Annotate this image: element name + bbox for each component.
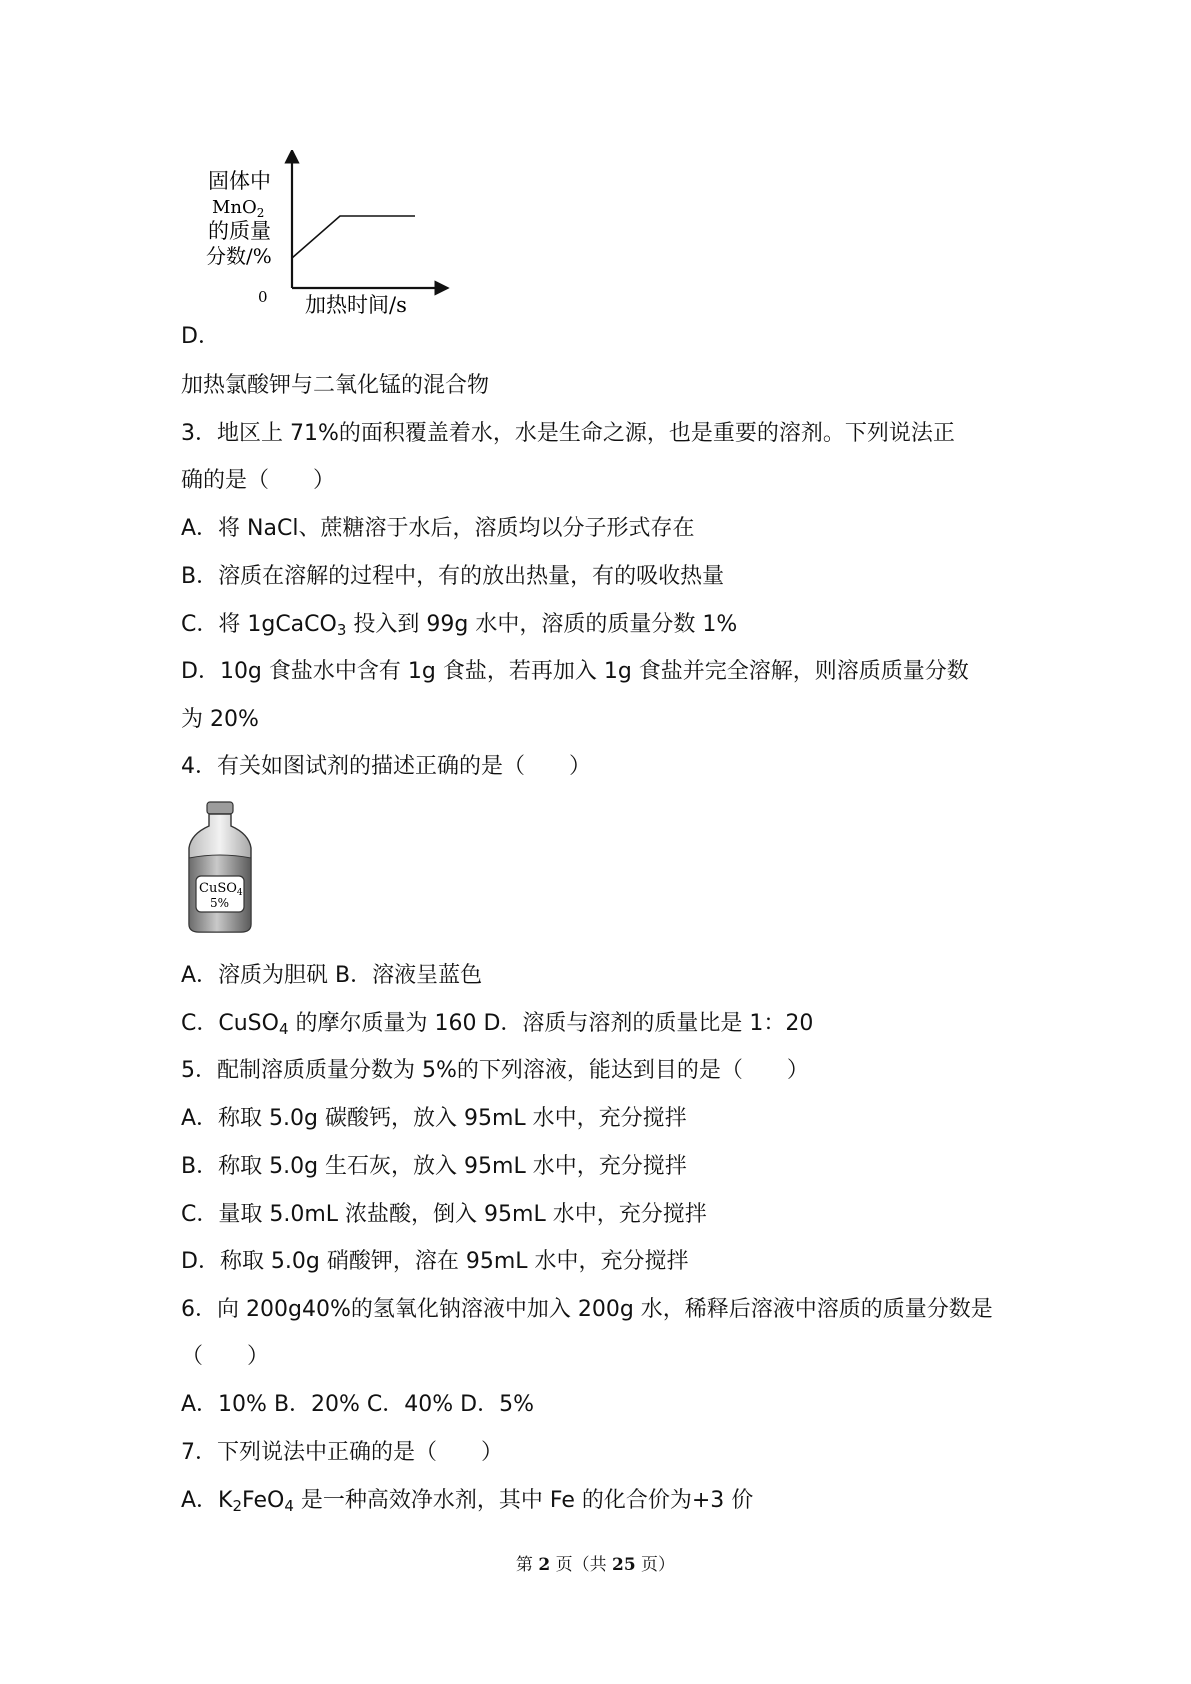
q3-option-d-line2: 为 20% <box>181 707 259 732</box>
q5-option-b: B．称取 5.0g 生石灰，放入 95mL 水中，充分搅拌 <box>181 1154 687 1179</box>
q3-option-d-line1: D．10g 食盐水中含有 1g 食盐，若再加入 1g 食盐并完全溶解，则溶质质量分数 <box>181 659 969 684</box>
q3-option-a: A．将 NaCl、蔗糖溶于水后，溶质均以分子形式存在 <box>181 516 695 541</box>
q3-stem-line2: 确的是（ ） <box>181 468 336 493</box>
q6-options: A．10% B．20% C．40% D．5% <box>181 1392 535 1417</box>
q7-stem: 7．下列说法中正确的是（ ） <box>181 1440 503 1465</box>
q5-stem: 5．配制溶质质量分数为 5%的下列溶液，能达到目的是（ ） <box>181 1058 809 1083</box>
bottle-label-conc: 5% <box>210 896 230 910</box>
mno2-fraction-graph <box>200 150 460 350</box>
option-d-label: D． <box>181 324 220 349</box>
y-label-line1: 固体中 <box>208 169 271 193</box>
y-label-mno2: MnO$_2$ <box>212 197 265 220</box>
q4-options-ab: A．溶质为胆矾 B．溶液呈蓝色 <box>181 963 483 988</box>
page-footer: 第 2 页（共 25 页） <box>515 1555 676 1575</box>
q3-option-c: C．将 1gCaCO$_3$ 投入到 99g 水中，溶质的质量分数 1% <box>181 612 738 639</box>
bottle-label-formula: CuSO$_4$ <box>199 881 243 898</box>
page-number: 2 <box>538 1555 551 1575</box>
q3-option-b: B．溶质在溶解的过程中，有的放出热量，有的吸收热量 <box>181 564 725 589</box>
y-label-line3: 的质量 <box>208 219 271 243</box>
q5-option-d: D．称取 5.0g 硝酸钾，溶在 95mL 水中，充分搅拌 <box>181 1249 689 1274</box>
q4-stem: 4．有关如图试剂的描述正确的是（ ） <box>181 754 591 779</box>
q6-stem-line1: 6．向 200g40%的氢氧化钠溶液中加入 200g 水，稀释后溶液中溶质的质量分数是 <box>181 1297 993 1322</box>
total-pages: 25 <box>611 1555 636 1575</box>
x-label: 加热时间/s <box>305 293 407 317</box>
graph-caption: 加热氯酸钾与二氧化锰的混合物 <box>181 373 490 398</box>
q6-stem-line2: （ ） <box>181 1344 270 1369</box>
q7-option-a: A．$K_2FeO_4$ 是一种高效净水剂，其中 Fe 的化合价为+3 价 <box>181 1488 754 1515</box>
origin-label: 0 <box>258 288 268 306</box>
q4-options-cd: C．CuSO$_4$ 的摩尔质量为 160 D．溶质与溶剂的质量比是 1：20 <box>181 1011 814 1038</box>
graph-line <box>292 216 415 258</box>
q3-stem-line1: 3．地区上 71%的面积覆盖着水，水是生命之源，也是重要的溶剂。下列说法正 <box>181 421 955 446</box>
y-label-line4: 分数/% <box>206 244 272 268</box>
cuso4-bottle-illustration <box>185 800 255 935</box>
q5-option-a: A．称取 5.0g 碳酸钙，放入 95mL 水中，充分搅拌 <box>181 1106 687 1131</box>
q5-option-c: C．量取 5.0mL 浓盐酸，倒入 95mL 水中，充分搅拌 <box>181 1202 707 1227</box>
